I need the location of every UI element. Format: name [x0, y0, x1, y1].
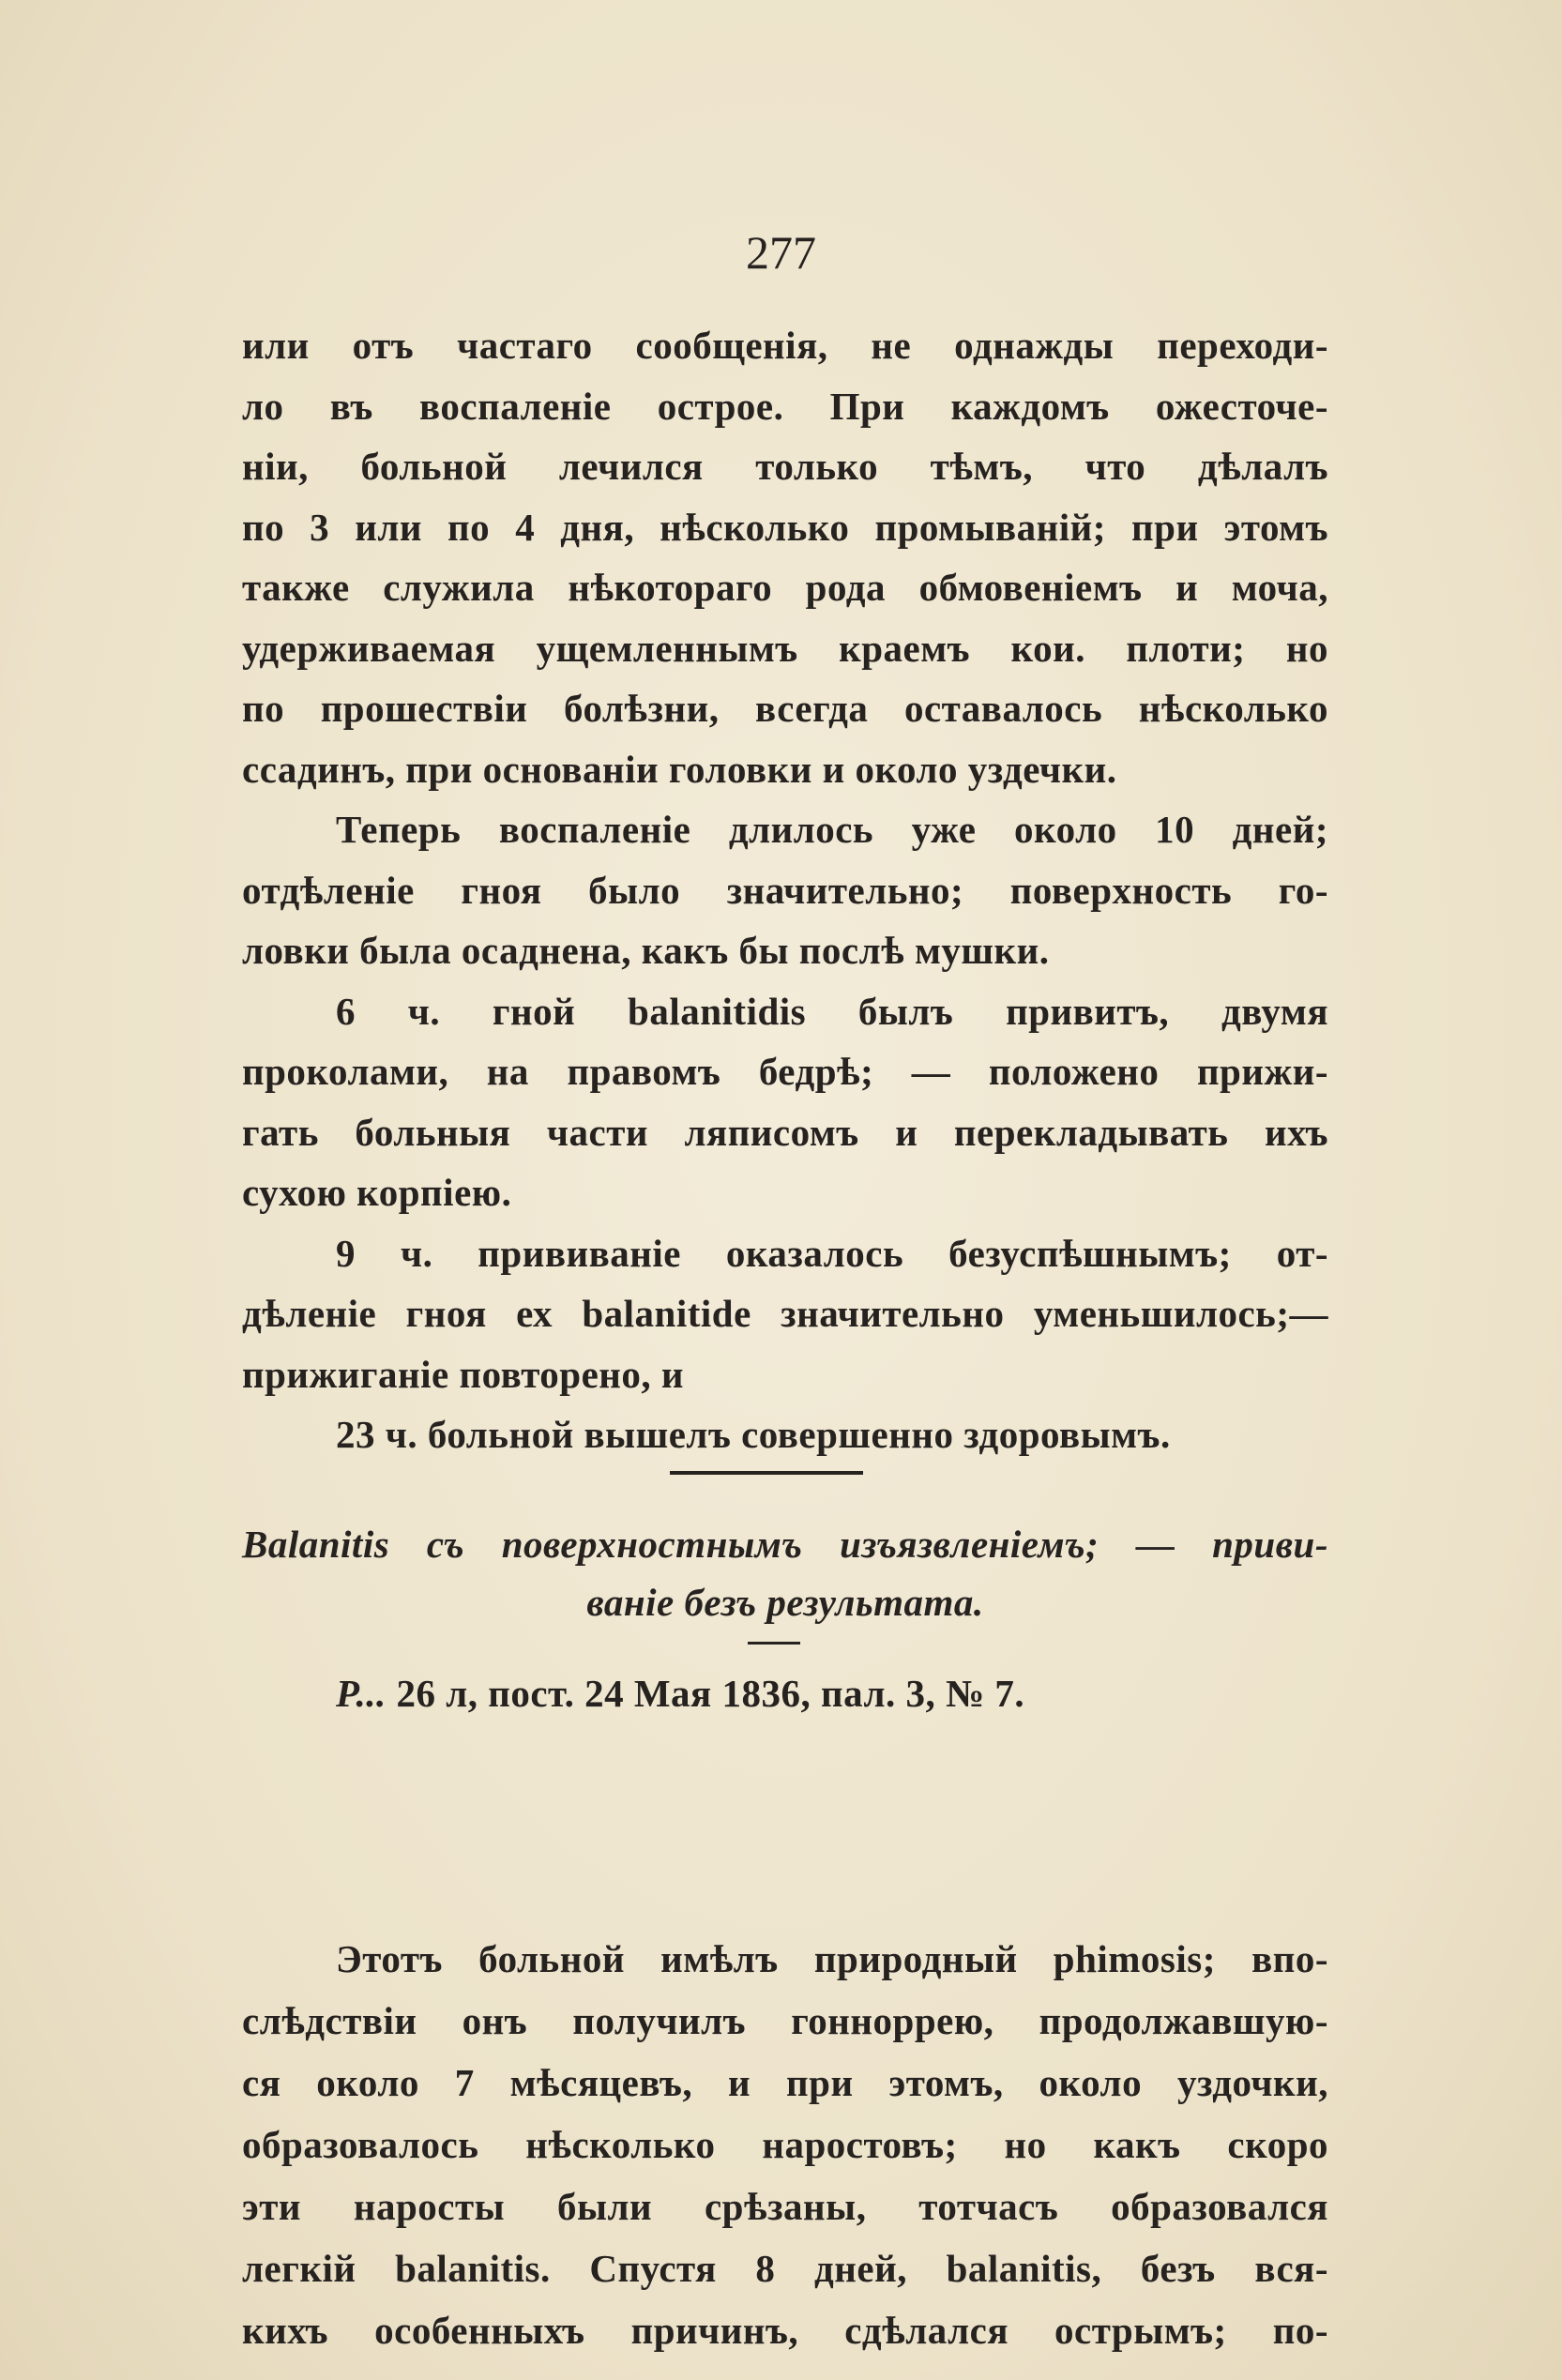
- text-line: образовалось нѣсколько наростовъ; но какъ скоро: [242, 2123, 1328, 2166]
- text-line: по 3 или по 4 дня, нѣсколько промыванiй; при этомъ: [242, 505, 1328, 549]
- text-line: отдѣленіе гноя было значительно; поверхность го-: [242, 868, 1328, 912]
- text-line: ло въ воспаленіе острое. При каждомъ ожесточе-: [242, 384, 1328, 428]
- text-line: проколами, на правомъ бедрѣ; — положено прижи-: [242, 1050, 1328, 1093]
- text-line: удерживаемая ущемленнымъ краемъ кои. плоти; но: [242, 626, 1328, 670]
- section-heading: [242, 1515, 1328, 1631]
- text-block-case: [242, 1928, 1328, 2361]
- case-info: [242, 1660, 1328, 1726]
- text-line: 23 ч. больной вышелъ совершенно здоровымъ.: [336, 1413, 1171, 1456]
- text-line: гать больныя части ляписомъ и перекладывать ихъ: [242, 1110, 1328, 1154]
- text-line: кихъ особенныхъ причинъ, сдѣлался острымъ; по-: [242, 2309, 1328, 2352]
- heading-line: Balanitis съ поверхностнымъ изъязвленіемъ; — приви-: [242, 1523, 1328, 1566]
- section-separator-rule: [670, 1471, 863, 1475]
- text-line: легкій balanitis. Спустя 8 дней, balanitis, безъ вся-: [242, 2247, 1328, 2290]
- text-line: Этотъ больной имѣлъ природный phimosis; впо-: [336, 1937, 1328, 1980]
- text-line: слѣдствіи онъ получилъ гонноррею, продолжавшую-: [242, 1999, 1328, 2042]
- text-line: дѣленіе гноя ех balanitide значительно уменьшилось;—: [242, 1292, 1328, 1335]
- patient-details: 26 л, пост. 24 Мая 1836, пал. 3, № 7.: [386, 1672, 1025, 1715]
- text-line: 9 ч. прививаніе оказалось безуспѣшнымъ; от-: [336, 1231, 1328, 1275]
- text-line: или отъ частаго сообщенія, не однажды переходи-: [242, 324, 1328, 367]
- text-line: 6 ч. гной balanitidis былъ привитъ, двумя: [336, 989, 1328, 1033]
- text-line: эти наросты были срѣзаны, тотчасъ образовался: [242, 2185, 1328, 2228]
- text-block-continued: [242, 315, 1328, 1465]
- page-number: 277: [746, 226, 816, 279]
- heading-underline-rule: [748, 1642, 800, 1645]
- text-line: прижиганіе повторено, и: [242, 1352, 685, 1396]
- text-line: ся около 7 мѣсяцевъ, и при этомъ, около уздочки,: [242, 2061, 1328, 2104]
- text-line: также служила нѣкотораго рода обмовеніемъ и моча,: [242, 566, 1328, 609]
- text-line: по прошествіи болѣзни, всегда оставалось нѣсколько: [242, 687, 1328, 730]
- case-info-line: [242, 1660, 1328, 1726]
- text-line: сухою корпіею.: [242, 1171, 512, 1214]
- text-line: ссадинъ, при основаніи головки и около уздечки.: [242, 747, 1117, 791]
- heading-line: ваніе безъ результата.: [586, 1581, 984, 1624]
- text-line: Теперь воспаленіе длилось уже около 10 дней;: [336, 808, 1328, 851]
- text-line: ловки была осаднена, какъ бы послѣ мушки.: [242, 929, 1050, 972]
- text-line: ніи, больной лечился только тѣмъ, что дѣлалъ: [242, 445, 1328, 488]
- patient-initial: Р...: [336, 1672, 387, 1715]
